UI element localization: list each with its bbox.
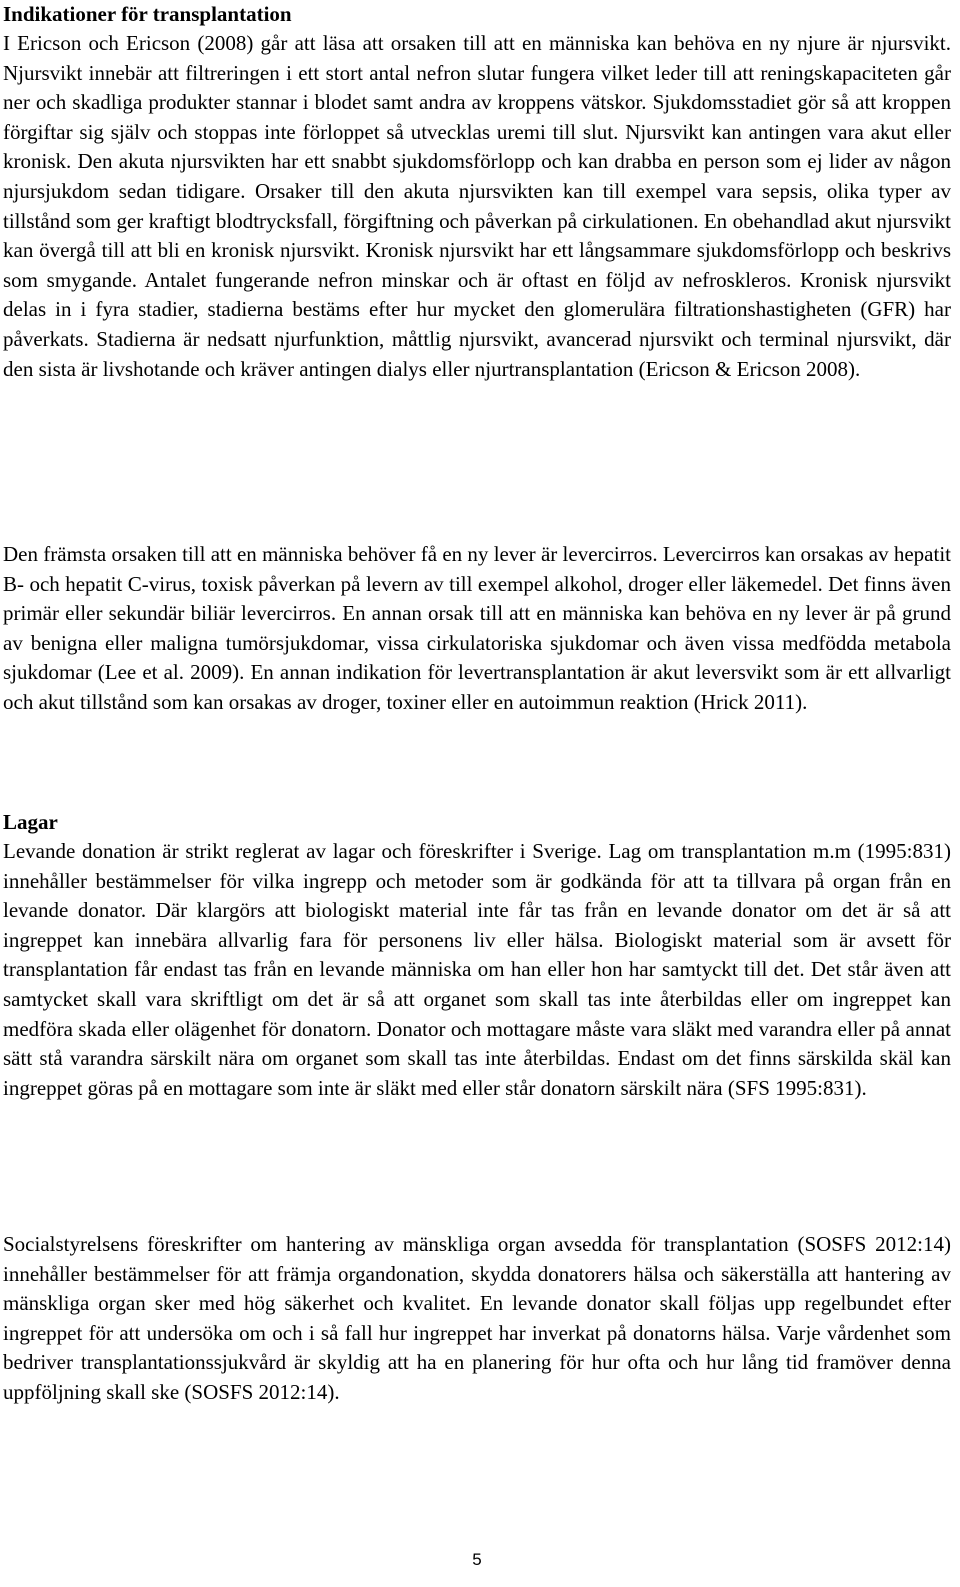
section-lagar: [3, 808, 951, 1103]
paragraph: I Ericson och Ericson (2008) går att läsa att orsaken till att en människa kan behöva en ny njure är njursvikt. Njursvikt innebär att filtreringen i ett stort antal nefron slutar fungera vilket leder till att reningskapaciteten går ner och skadliga produkter stannar i blodet samt andra av kroppens vätskor. Sjukdomsstadiet gör så att kroppen förgiftar sig själv och stoppas inte förloppet så utvecklas uremi till slut. Njursvikt kan antingen vara akut eller kronisk. Den akuta njursvikten har ett snabbt sjukdomsförlopp och kan drabba en person som ej lider av någon njursjukdom sedan tidigare. Orsaker till den akuta njursvikten kan till exempel vara sepsis, olika typer av tillstånd som ger kraftigt blodtrycksfall, förgiftning och påverkan på cirkulationen. En obehandlad akut njursvikt kan övergå till att bli en kronisk njursvikt. Kronisk njursvikt har ett långsammare sjukdomsförlopp och beskrivs som smygande. Antalet fungerande nefron minskar och är oftast en följd av nefroskleros. Kronisk njursvikt delas in i fyra stadier, stadierna bestäms efter hur mycket den glomerulära filtrationshastigheten (GFR) har påverkats. Stadierna är nedsatt njurfunktion, måttlig njursvikt, avancerad njursvikt och terminal njursvikt, där den sista är livshotande och kräver antingen dialys eller njurtransplantation (Ericson & Ericson 2008).: [3, 31, 951, 381]
paragraph: Socialstyrelsens föreskrifter om hantering av mänskliga organ avsedda för transplantation (SOSFS 2012:14) innehåller bestämmelser för att främja organdonation, skydda donatorers hälsa och säkerställa att hantering av mänskliga organ sker med hög säkerhet och kvalitet. En levande donator skall följas upp regelbundet efter ingreppet för att undersöka om och i så fall hur ingreppet har inverkat på donatorns hälsa. Varje vårdenhet som bedriver transplantationssjukvård är skyldig att ha en planering för hur ofta och hur lång tid framöver denna uppföljning skall ske (SOSFS 2012:14).: [3, 1232, 951, 1404]
section-heading: Indikationer för transplantation: [3, 2, 292, 26]
paragraph: Levande donation är strikt reglerat av lagar och föreskrifter i Sverige. Lag om transplantation m.m (1995:831) innehåller bestämmelser för vilka ingrepp och metoder som är godkända för att ta tillvara på organ från en levande donator. Där klargörs att biologiskt material inte får tas från en levande donator om det är så att ingreppet kan innebära allvarlig fara för personens liv eller hälsa. Biologiskt material som är avsett för transplantation får endast tas från en levande människa om han eller hon har samtyckt till det. Det står även att samtycket skall vara skriftligt om det är så att organet som skall tas inte återbildas eller om ingreppet kan medföra skada eller olägenhet för donatorn. Donator och mottagare måste vara släkt med varandra eller på annat sätt stå varandra särskilt nära om organet som skall tas inte återbildas. Endast om det finns särskilda skäl kan ingreppet göras på en mottagare som inte är släkt med eller står donatorn särskilt nära (SFS 1995:831).: [3, 839, 951, 1100]
section-heading: Lagar: [3, 810, 58, 834]
paragraph: Den främsta orsaken till att en människa behöver få en ny lever är levercirros. Levercirros kan orsakas av hepatit B- och hepatit C-virus, toxisk påverkan på levern av till exempel alkohol, droger eller läkemedel. Det finns även primär eller sekundär biliär levercirros. En annan orsak till att en människa kan behöva en ny lever är på grund av benigna eller maligna tumörsjukdomar, vissa cirkulatoriska sjukdomar och även vissa medfödda metabola sjukdomar (Lee et al. 2009). En annan indikation för levertransplantation är akut leversvikt som är ett allvarligt och akut tillstånd som kan orsakas av droger, toxiner eller en autoimmun reaktion (Hrick 2011).: [3, 542, 951, 714]
page-number: 5: [472, 1550, 482, 1569]
section-indikationer: [3, 0, 951, 384]
